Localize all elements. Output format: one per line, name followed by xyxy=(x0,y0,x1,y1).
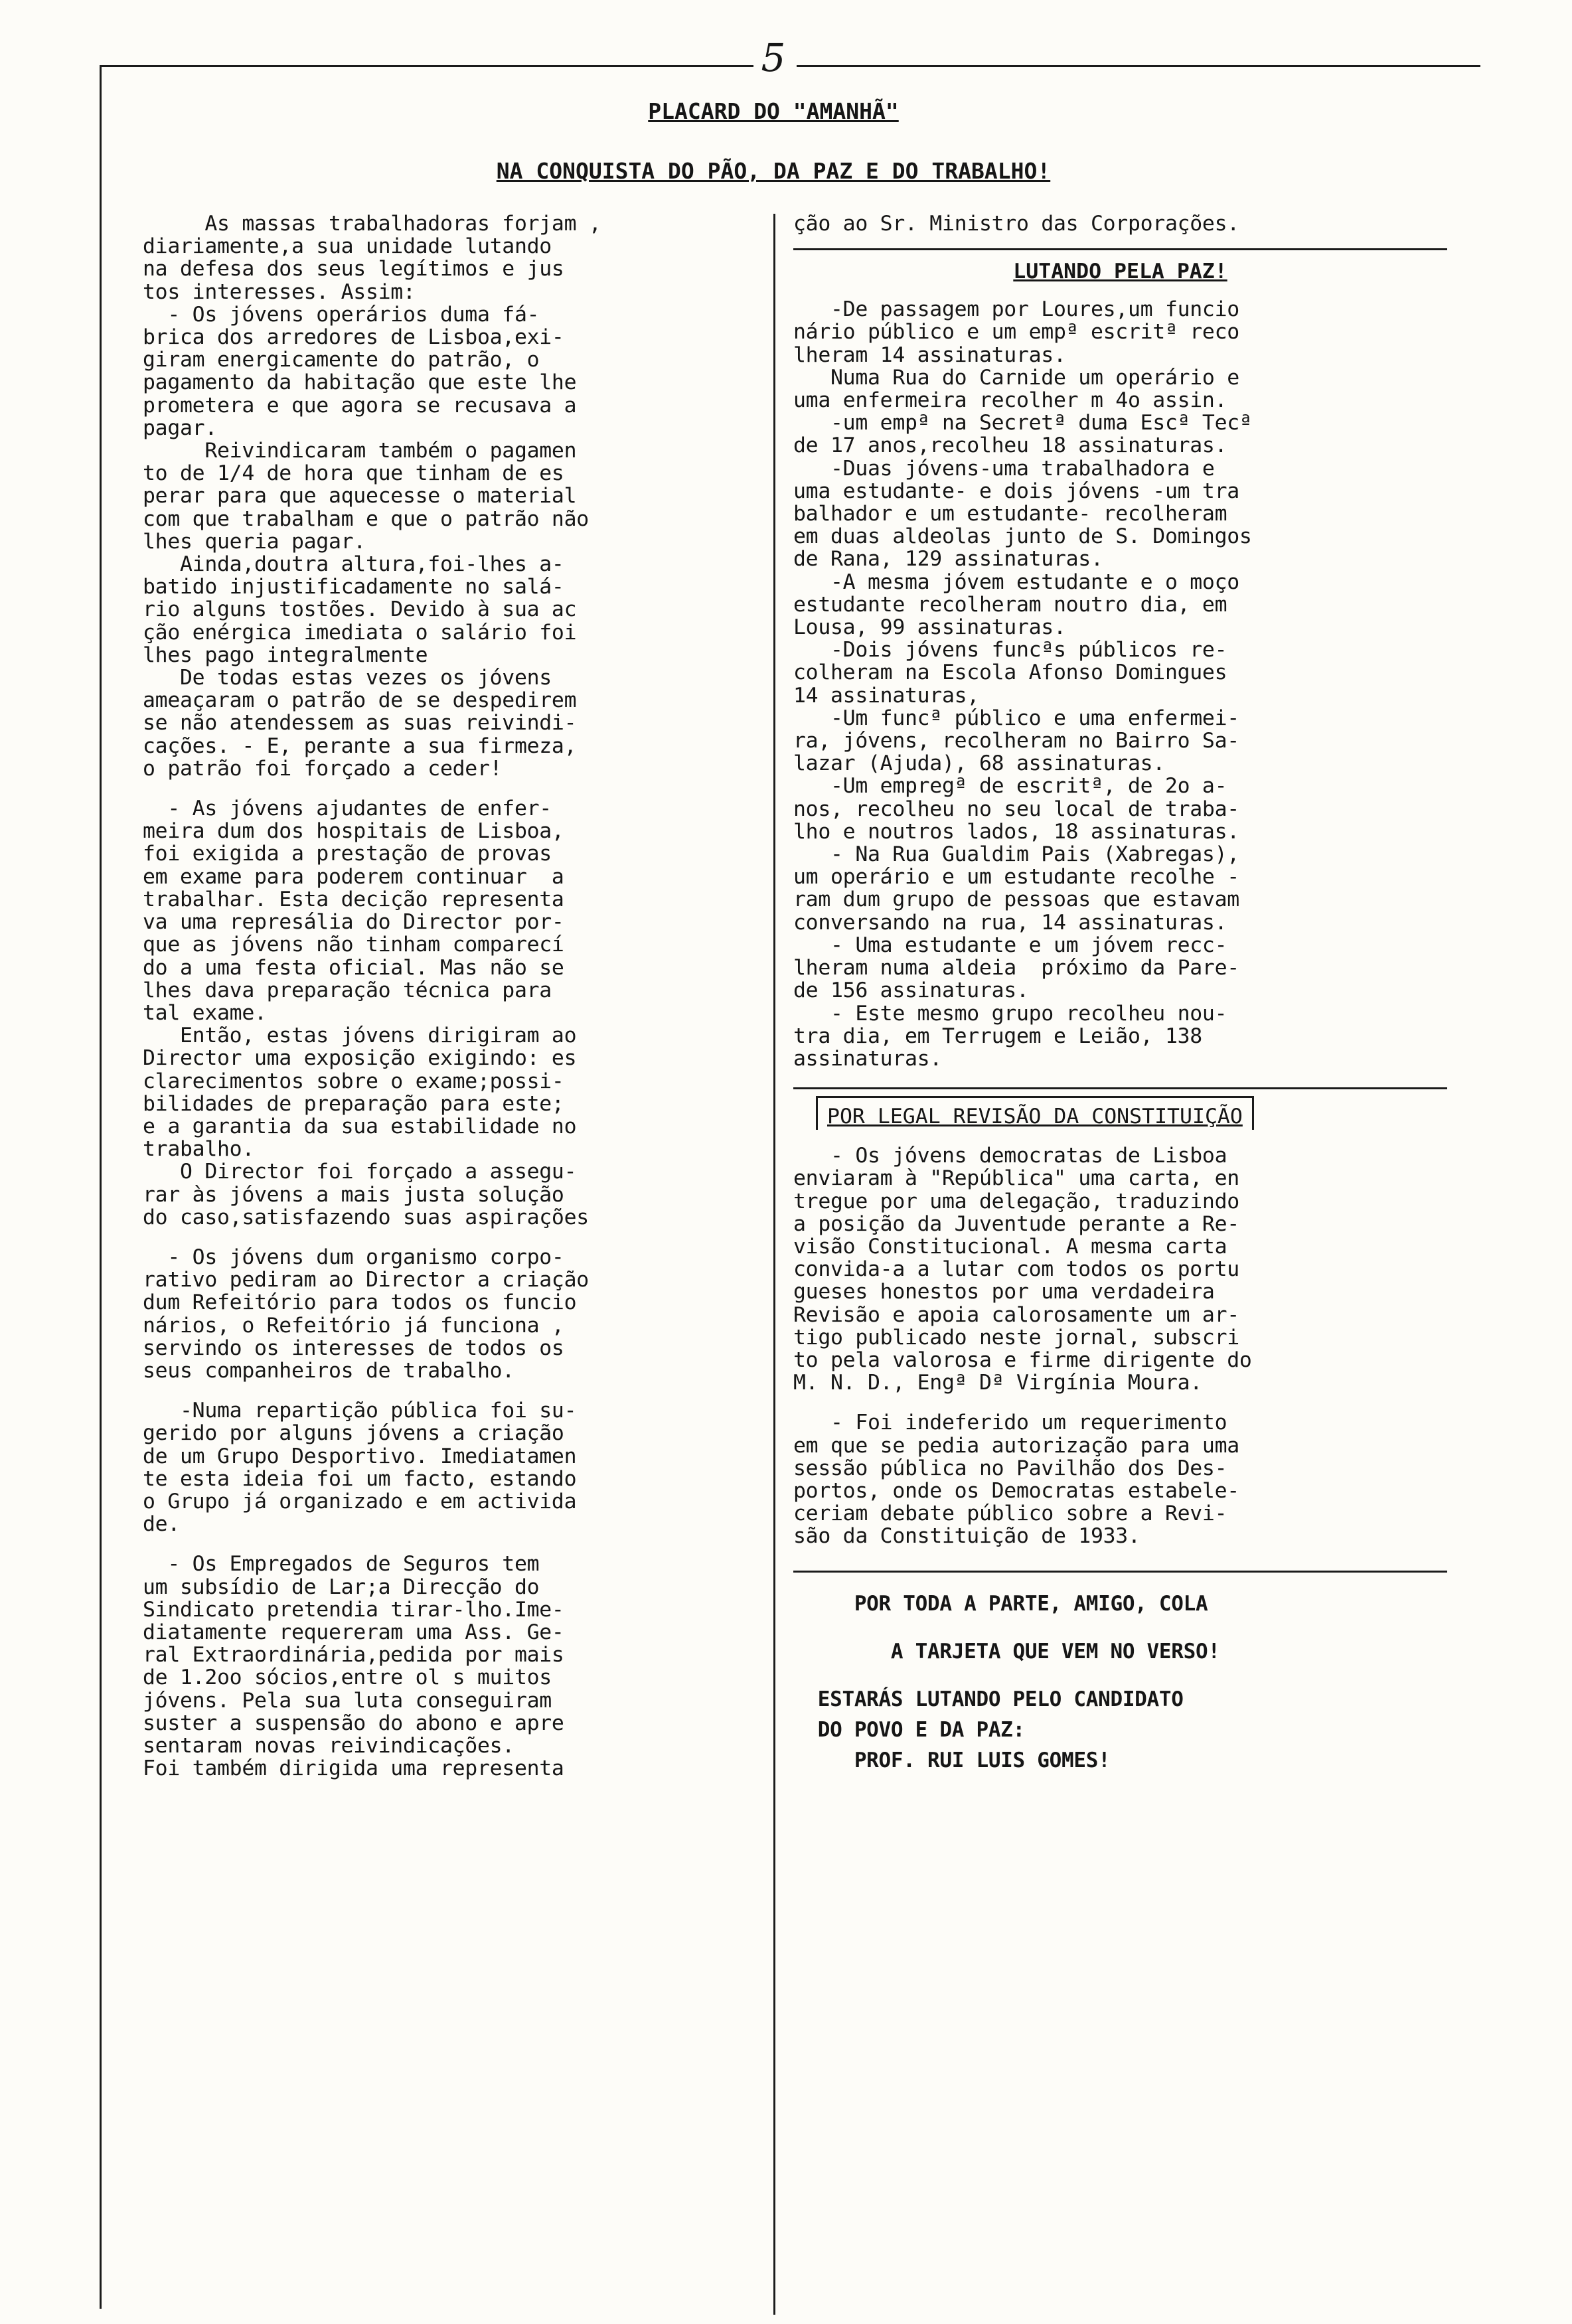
text-line: são da Constituição de 1933. xyxy=(793,1524,1140,1549)
text-line: sentaram novas reivindicações. xyxy=(143,1734,514,1758)
constitution-list xyxy=(793,1144,1447,1547)
text-line: -Um funcª público e uma enfermei- xyxy=(793,706,1239,730)
text-line: As massas trabalhadoras forjam , xyxy=(143,212,601,236)
text-line: Lousa, 99 assinaturas. xyxy=(793,615,1066,640)
text-line: sessão pública no Pavilhão dos Des- xyxy=(793,1456,1227,1480)
text-line: giram energicamente do patrão, o xyxy=(143,348,540,372)
text-line: diatamente requereram uma Ass. Ge- xyxy=(143,1620,564,1644)
notice-line: POR TODA A PARTE, AMIGO, COLA xyxy=(793,1591,1208,1616)
text-line: uma enfermeira recolher m 4o assin. xyxy=(793,388,1227,413)
text-line: trabalho. xyxy=(143,1137,254,1162)
page-title: PLACARD DO "AMANHÃ" xyxy=(648,98,899,124)
notice-line xyxy=(793,1667,1447,1684)
text-line: tra dia, em Terrugem e Leião, 138 xyxy=(793,1024,1202,1048)
text-line xyxy=(143,1535,763,1553)
text-line: - Os jóvens dum organismo corpo- xyxy=(143,1245,564,1269)
text-line: -De passagem por Loures,um funcio xyxy=(793,297,1239,322)
text-line: bilidades de preparação para este; xyxy=(143,1091,564,1116)
text-line: pagar. xyxy=(143,416,217,440)
top-rule-right xyxy=(797,65,1480,67)
text-line: -Numa repartição pública foi su- xyxy=(143,1399,577,1423)
notice-line: DO POVO E DA PAZ: xyxy=(793,1717,1025,1742)
text-line: tregue por uma delegação, traduzindo xyxy=(793,1189,1239,1213)
text-line: ra, jóvens, recolheram no Bairro Sa- xyxy=(793,729,1239,753)
text-line: to pela valorosa e firme dirigente do xyxy=(793,1348,1252,1372)
text-line: brica dos arredores de Lisboa,exi- xyxy=(143,325,564,350)
text-line: lheram numa aldeia próximo da Pare- xyxy=(793,956,1239,980)
text-line: Reivindicaram também o pagamen xyxy=(143,439,577,463)
text-line: - Os Empregados de Seguros tem xyxy=(143,1552,540,1577)
left-border xyxy=(100,65,102,2309)
text-line: do caso,satisfazendo suas aspirações xyxy=(143,1205,589,1229)
notice-line: A TARJETA QUE VEM NO VERSO! xyxy=(793,1639,1220,1664)
peace-list xyxy=(793,298,1447,1070)
text-line: Director uma exposição exigindo: es xyxy=(143,1046,577,1071)
text-line: de 156 assinaturas. xyxy=(793,978,1029,1003)
text-line: conversando na rua, 14 assinaturas. xyxy=(793,910,1227,935)
text-line: em exame para poderem continuar a xyxy=(143,864,564,889)
text-line: lhes dava preparação técnica para xyxy=(143,978,552,1002)
text-line: Revisão e apoia calorosamente um ar- xyxy=(793,1302,1239,1327)
text-line: foi exigida a prestação de provas xyxy=(143,842,552,866)
section-rule xyxy=(793,248,1447,250)
text-line: ral Extraordinária,pedida por mais xyxy=(143,1643,564,1667)
text-line xyxy=(143,780,763,797)
text-line: to de 1/4 de hora que tinham de es xyxy=(143,461,564,486)
text-line: Foi também dirigida uma representa xyxy=(143,1756,564,1781)
section-rule-2 xyxy=(793,1087,1447,1089)
text-line: e a garantia da sua estabilidade no xyxy=(143,1114,577,1138)
text-line: com que trabalham e que o patrão não xyxy=(143,506,589,531)
text-line xyxy=(143,1382,763,1399)
text-line: suster a suspensão do abono e apre xyxy=(143,1711,564,1735)
text-line: - Este mesmo grupo recolheu nou- xyxy=(793,1001,1227,1026)
text-line: que as jóvens não tinham comparecí xyxy=(143,933,564,957)
text-line: na defesa dos seus legítimos e jus xyxy=(143,257,564,281)
text-line: batido injustificadamente no salá- xyxy=(143,575,564,599)
text-line: De todas estas vezes os jóvens xyxy=(143,666,552,690)
text-line: - As jóvens ajudantes de enfer- xyxy=(143,797,552,821)
text-line: ram dum grupo de pessoas que estavam xyxy=(793,888,1239,912)
text-line: estudante recolheram noutro dia, em xyxy=(793,592,1227,617)
text-line: um operário e um estudante recolhe - xyxy=(793,865,1239,890)
text-line: cações. - E, perante a sua firmeza, xyxy=(143,734,577,758)
text-line: prometera e que agora se recusava a xyxy=(143,393,577,418)
text-line: Então, estas jóvens dirigiram ao xyxy=(143,1024,577,1048)
text-line: de 1.2oo sócios,entre ol s muitos xyxy=(143,1666,552,1690)
text-line: a posição da Juventude perante a Re- xyxy=(793,1211,1239,1236)
text-line: ameaçaram o patrão de se despedirem xyxy=(143,688,577,713)
peace-heading: LUTANDO PELA PAZ! xyxy=(1013,260,1227,284)
text-line: diariamente,a sua unidade lutando xyxy=(143,234,552,259)
text-line: tigo publicado neste jornal, subscri xyxy=(793,1325,1239,1350)
text-line: ção enérgica imediata o salário foi xyxy=(143,620,577,645)
text-line: -Dois jóvens funcªs públicos re- xyxy=(793,638,1227,662)
text-line: do a uma festa oficial. Mas não se xyxy=(143,955,564,980)
text-line: lazar (Ajuda), 68 assinaturas. xyxy=(793,751,1165,776)
text-line: - Na Rua Gualdim Pais (Xabregas), xyxy=(793,842,1239,867)
text-line: lheram 14 assinaturas. xyxy=(793,343,1066,367)
text-line xyxy=(793,1394,1447,1411)
text-line: uma estudante- e dois jóvens -um tra xyxy=(793,479,1239,503)
text-line: Numa Rua do Carnide um operário e xyxy=(793,365,1239,390)
notice-line: ESTARÁS LUTANDO PELO CANDIDATO xyxy=(793,1687,1184,1711)
text-line: - Os jóvens democratas de Lisboa xyxy=(793,1144,1227,1168)
text-line: - Foi indeferido um requerimento xyxy=(793,1411,1227,1435)
text-line: te esta ideia foi um facto, estando xyxy=(143,1466,577,1491)
text-line: trabalhar. Esta decição representa xyxy=(143,887,564,911)
column-divider xyxy=(773,214,775,2315)
text-line: Ainda,doutra altura,foi-lhes a- xyxy=(143,552,564,577)
text-line: lhes pago integralmente xyxy=(143,643,428,667)
text-line: o Grupo já organizado e em activida xyxy=(143,1489,577,1513)
text-line: Sindicato pretendia tirar-lho.Ime- xyxy=(143,1597,564,1622)
constitution-heading: POR LEGAL REVISÃO DA CONSTITUIÇÃO xyxy=(816,1096,1254,1130)
text-line: de. xyxy=(143,1512,180,1537)
text-line: visão Constitucional. A mesma carta xyxy=(793,1234,1227,1259)
text-line: assinaturas. xyxy=(793,1046,942,1071)
text-line: servindo os interesses de todos os xyxy=(143,1336,564,1360)
text-line: gueses honestos por uma verdadeira xyxy=(793,1280,1215,1304)
text-line: balhador e um estudante- recolheram xyxy=(793,502,1227,526)
continued-line: ção ao Sr. Ministro das Corporações. xyxy=(793,212,1239,236)
text-line: nários, o Refeitório já funciona , xyxy=(143,1313,564,1338)
text-line: -Um empregª de escritª, de 2o a- xyxy=(793,774,1227,799)
text-line: -um empª na Secretª duma Escª Tecª xyxy=(793,411,1252,435)
text-line: rar às jóvens a mais justa solução xyxy=(143,1182,564,1207)
text-line xyxy=(143,1229,763,1246)
page-number: 5 xyxy=(761,35,786,80)
text-line: nário público e um empª escritª reco xyxy=(793,320,1239,345)
text-line: tal exame. xyxy=(143,1000,267,1025)
text-line: um subsídio de Lar;a Direcção do xyxy=(143,1575,540,1599)
text-line: de 17 anos,recolheu 18 assinaturas. xyxy=(793,433,1227,458)
text-line: jóvens. Pela sua luta conseguiram xyxy=(143,1688,552,1713)
text-line: de um Grupo Desportivo. Imediatamen xyxy=(143,1444,577,1468)
voting-notice xyxy=(793,1588,1447,1776)
text-line: em que se pedia autorização para uma xyxy=(793,1433,1239,1458)
text-line: o patrão foi forçado a ceder! xyxy=(143,756,503,781)
text-line: lho e noutros lados, 18 assinaturas. xyxy=(793,819,1239,844)
text-line: lhes queria pagar. xyxy=(143,529,366,554)
text-line: -Duas jóvens-uma trabalhadora e xyxy=(793,456,1215,481)
left-column xyxy=(143,212,763,1780)
text-line: rativo pediram ao Director a criação xyxy=(143,1268,589,1292)
text-line: se não atendessem as suas reivindi- xyxy=(143,711,577,736)
text-line: convida-a a lutar com todos os portu xyxy=(793,1257,1239,1282)
text-line: seus companheiros de trabalho. xyxy=(143,1358,514,1383)
text-line: ceriam debate público sobre a Revi- xyxy=(793,1502,1227,1526)
notice-line xyxy=(793,1619,1447,1636)
text-line: de Rana, 129 assinaturas. xyxy=(793,547,1103,572)
text-line: O Director foi forçado a assegu- xyxy=(143,1160,577,1184)
top-rule-left xyxy=(100,65,753,67)
page-subtitle: NA CONQUISTA DO PÃO, DA PAZ E DO TRABALHO! xyxy=(496,158,1051,184)
text-line: meira dum dos hospitais de Lisboa, xyxy=(143,819,564,844)
text-line: -A mesma jóvem estudante e o moço xyxy=(793,570,1239,594)
text-line: clarecimentos sobre o exame;possi- xyxy=(143,1069,564,1093)
text-line: em duas aldeolas junto de S. Domingos xyxy=(793,524,1252,549)
right-column xyxy=(793,212,1447,1776)
text-line: perar para que aquecesse o material xyxy=(143,484,577,508)
text-line: tos interesses. Assim: xyxy=(143,279,416,304)
text-line: - Os jóvens operários duma fá- xyxy=(143,302,540,327)
text-line: va uma represália do Director por- xyxy=(143,910,564,935)
text-line: portos, onde os Democratas estabele- xyxy=(793,1478,1239,1503)
text-line: M. N. D., Engª Dª Virgínia Moura. xyxy=(793,1371,1202,1395)
text-line: rio alguns tostões. Devido à sua ac xyxy=(143,597,577,622)
text-line: nos, recolheu no seu local de traba- xyxy=(793,797,1239,821)
text-line: dum Refeitório para todos os funcio xyxy=(143,1290,577,1315)
text-line: pagamento da habitação que este lhe xyxy=(143,370,577,395)
text-line: colheram na Escola Afonso Domingues xyxy=(793,660,1227,685)
section-rule-3 xyxy=(793,1571,1447,1573)
text-line: enviaram à "República" uma carta, en xyxy=(793,1166,1239,1191)
text-line: 14 assinaturas, xyxy=(793,683,979,708)
text-line: gerido por alguns jóvens a criação xyxy=(143,1421,564,1446)
notice-line: PROF. RUI LUIS GOMES! xyxy=(793,1748,1111,1772)
text-line: - Uma estudante e um jóvem recc- xyxy=(793,933,1227,957)
